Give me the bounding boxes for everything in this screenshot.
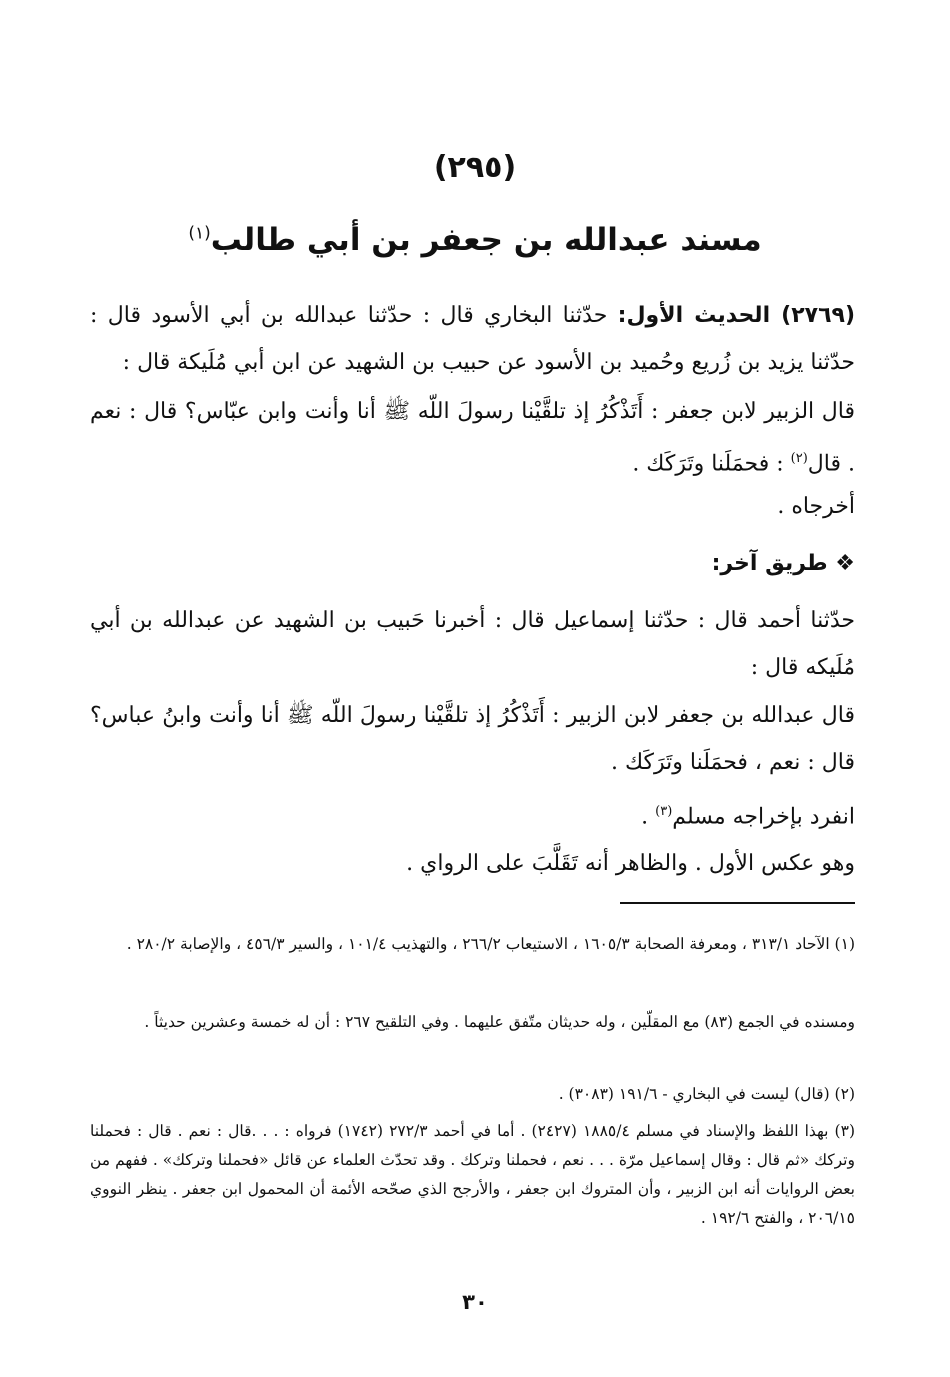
hadith-1-isnad-text: حدّثنا البخاري قال : حدّثنا عبدالله بن أبي الأسود قال : حدّثنا يزيد بن زُريع وحُميد بن الأسود عن حبيب بن الشهيد عن ابن أبي مُلَيكة قال :	[90, 303, 855, 375]
footnote-1: (١) الآحاد ٣١٣/١ ، ومعرفة الصحابة ١٦٠٥/٣ ، الاستيعاب ٢٦٦/٢ ، والتهذيب ١٠١/٤ ، والسير ٤٥٦/٣ ، والإصابة ٢٨٠/٢ .	[126, 935, 855, 953]
alternate-chain-heading: ❖ طريق آخر:	[711, 551, 855, 576]
infarad-text: انفرد بإخراجه مسلم	[672, 804, 855, 830]
hadith-1-matn	[90, 388, 855, 487]
title-footnote-marker: (١)	[188, 223, 211, 244]
footnote-3: (٣) بهذا اللفظ والإسناد في مسلم ١٨٨٥/٤ (٢٤٢٧) . أما في أحمد ٢٧٢/٣ (١٧٤٢) فرواه : . . .قال : نعم . قال : فحملنا وتركك «ثم قال : وقال إسماعيل مرّة . . . نعم ، فحملنا وتركك . وقد تحدّث العلماء عن قائل «فحملنا وتركك» . ففهم من بعض الروايات أنه ابن الزبير ، وأن المتروك ابن جعفر ، والأرجح الذي صحّحه الأئمة أن المحمول ابن جعفر . ينظر النووي ٢٠٦/١٥ ، والفتح ١٩٢/٦ .	[90, 1122, 855, 1227]
section-number: (٢٩٥)	[433, 150, 517, 185]
title-text: مسند عبدالله بن جعفر بن أبي طالب	[210, 222, 762, 258]
footnote-divider	[620, 902, 855, 904]
page-title	[0, 222, 950, 258]
footnote-1-continued: ومسنده في الجمع (٨٣) مع المقلّين ، وله حديثان متّفق عليهما . وفي التلقيح ٢٦٧ : أن له خمسة وعشرين حديثاً .	[144, 1013, 855, 1031]
hadith-1-number: (٢٧٦٩) الحديث الأول:	[617, 303, 855, 328]
hadith-1-matn-text: قال الزبير لابن جعفر : أَتَذْكُرُ إذ تلقَّيْنا رسولَ اللّه ﷺ أنا وأنت وابن عبّاس؟ قال : نعم . قال	[90, 399, 855, 477]
alternate-chain-matn: قال عبدالله بن جعفر لابن الزبير : أَتَذْكُرُ إذ تلقَّيْنا رسولَ اللّه ﷺ أنا وأنت وابنُ عباس؟ قال : نعم ، فحمَلَنا وتَرَكَك .	[90, 703, 855, 775]
footnote-marker-3: (٣)	[655, 804, 673, 819]
hadith-1-matn-end: : فحمَلَنا وتَرَكَك .	[632, 451, 791, 477]
hadith-1-takhrij: أخرجاه .	[777, 494, 855, 519]
alternate-chain-infarad	[90, 788, 855, 840]
page-number: ٣٠	[462, 1290, 488, 1314]
hadith-1-isnad	[90, 292, 855, 386]
footnote-2: (٢) (قال) ليست في البخاري - ١٩١/٦ (٣٠٨٣) .	[558, 1085, 855, 1103]
footnote-marker-2: (٢)	[790, 451, 808, 466]
alternate-chain-comment: وهو عكس الأول . والظاهر أنه تَقَلَّبَ على الرواي .	[406, 851, 855, 876]
infarad-end: .	[641, 804, 656, 830]
alternate-chain-isnad: حدّثنا أحمد قال : حدّثنا إسماعيل قال : أخبرنا حَبيب بن الشهيد عن عبدالله بن أبي مُلَيكه قال :	[90, 608, 855, 680]
